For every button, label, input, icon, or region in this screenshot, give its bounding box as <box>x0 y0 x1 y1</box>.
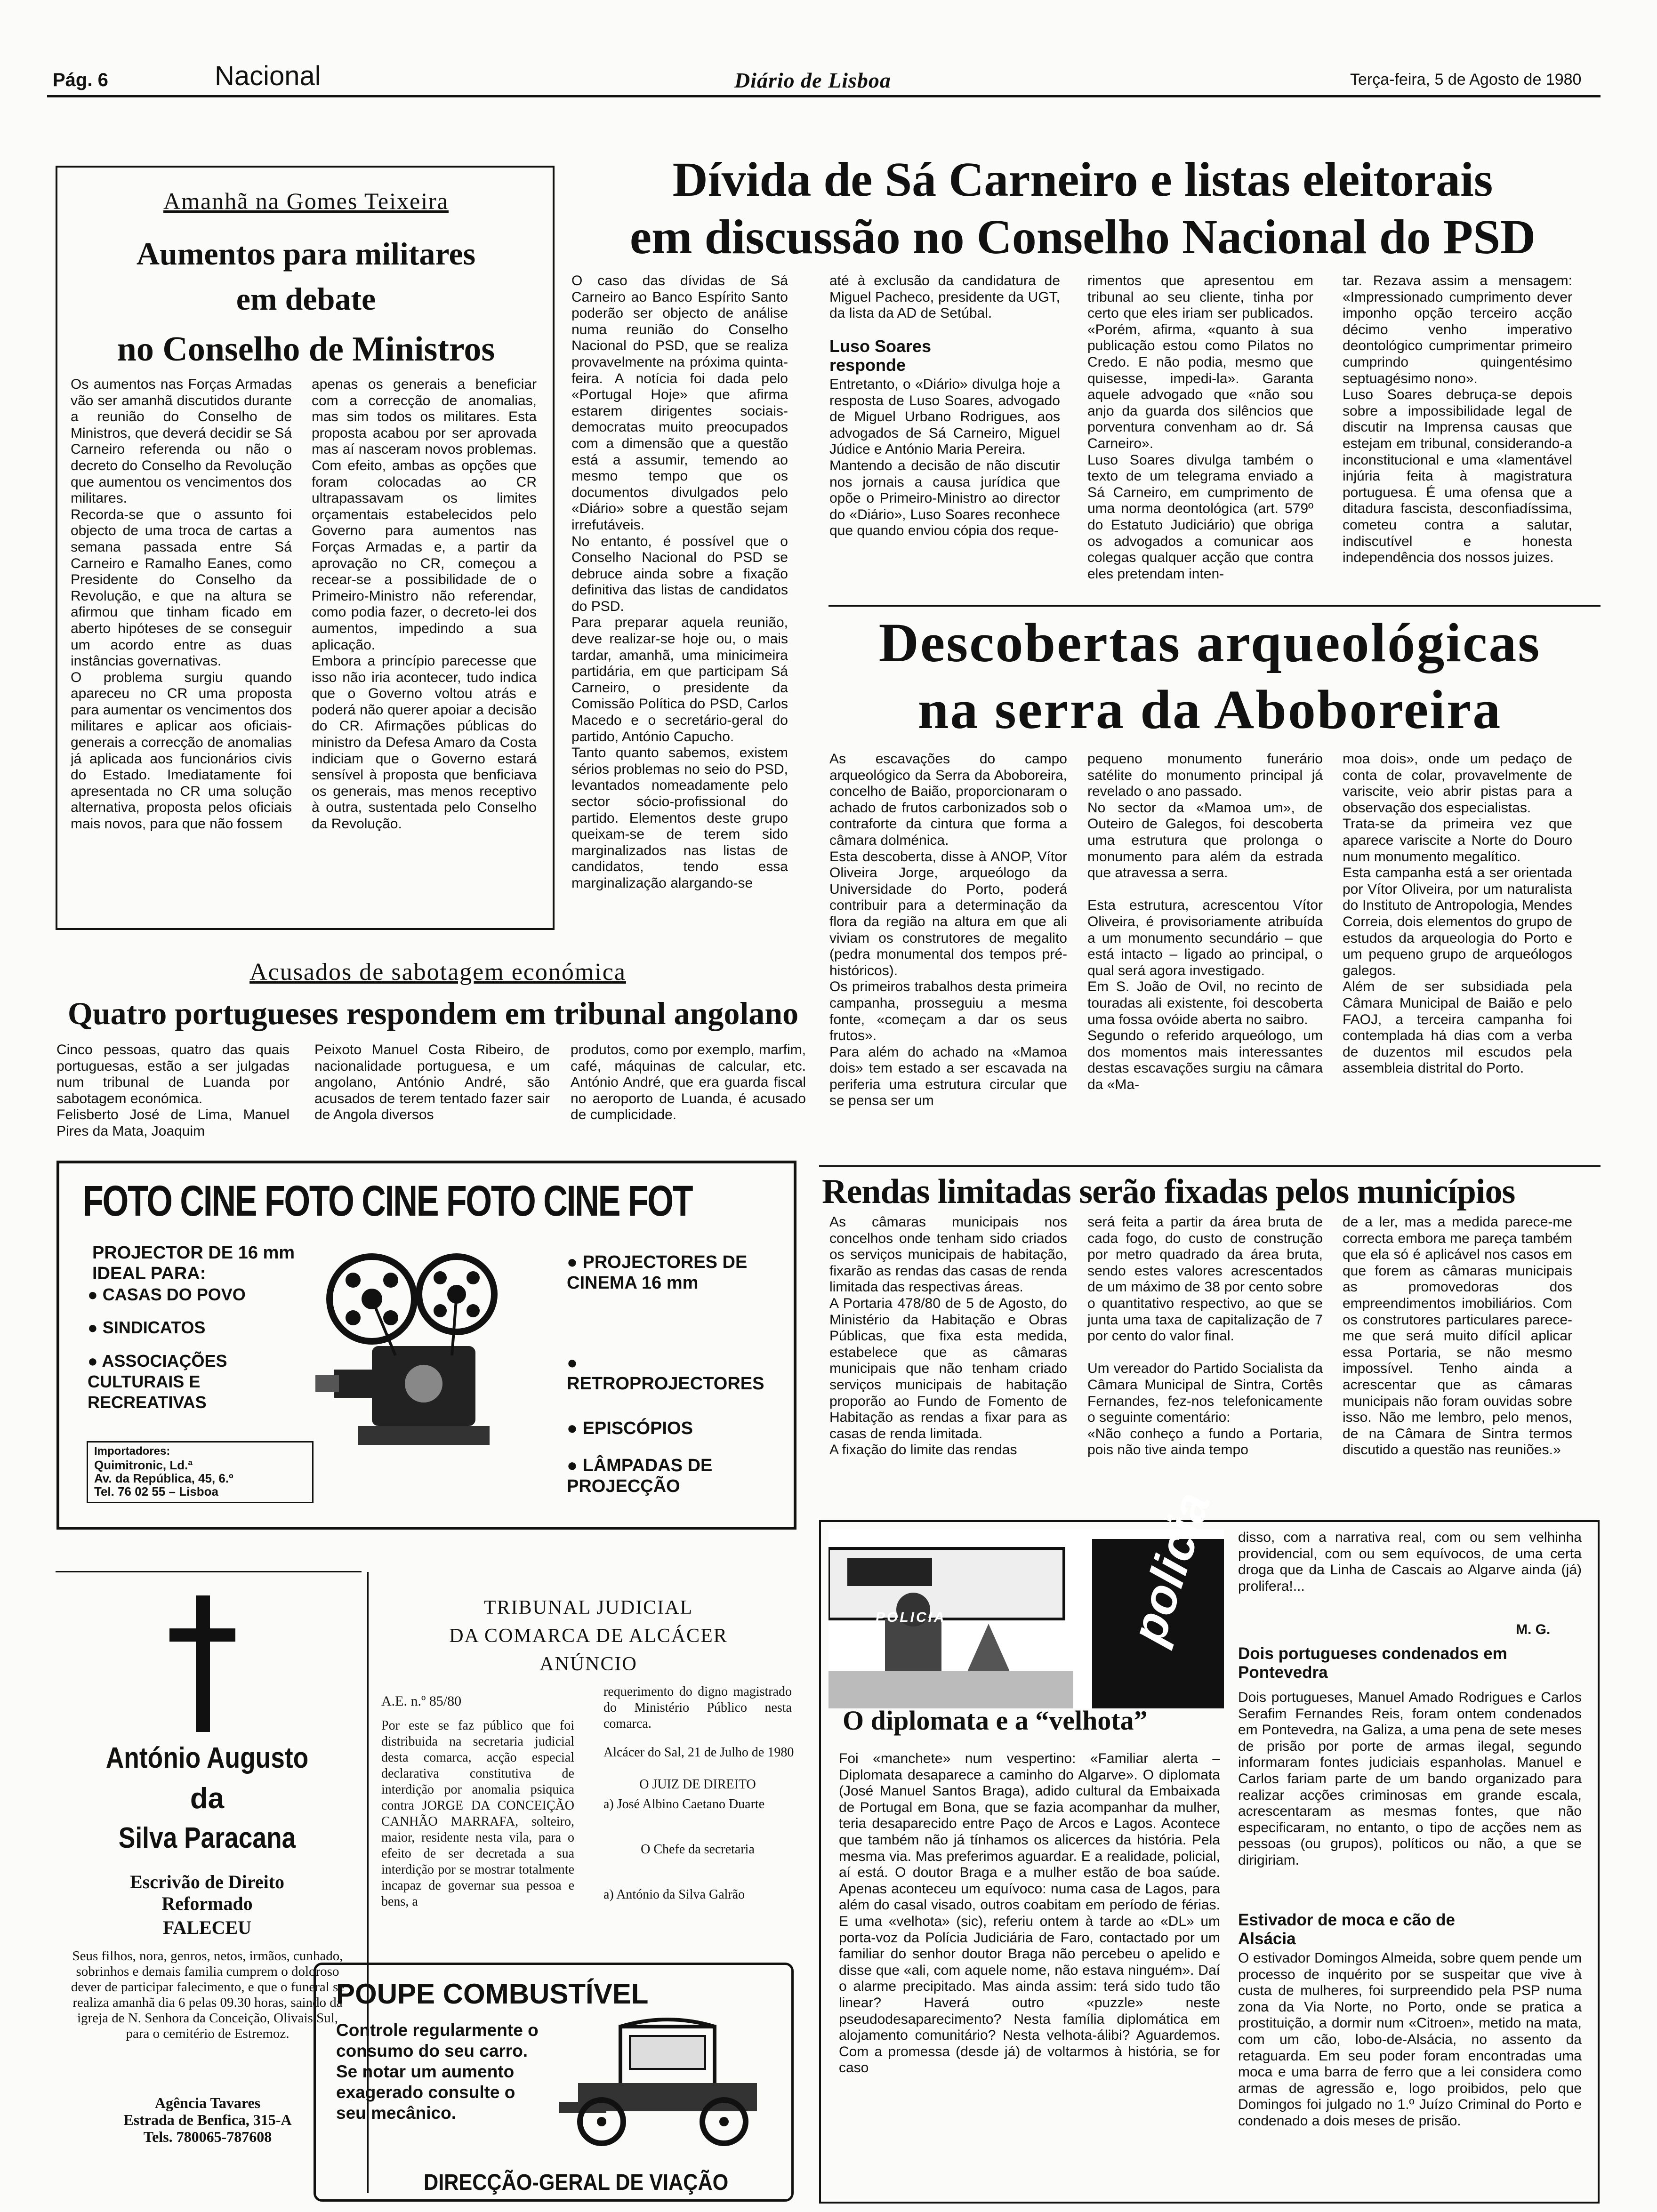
policia-stamp: policia <box>1120 1486 1221 1651</box>
tribunal-clerk: a) António da Silva Galrão <box>603 1887 745 1902</box>
foto-cine-right-item-4: ● LÂMPADAS DE PROJECÇÃO <box>567 1456 713 1496</box>
rendas-headline: Rendas limitadas serão fixadas pelos municípios <box>822 1172 1515 1211</box>
projector-illustration-icon <box>301 1242 565 1506</box>
sabotagem-body-col-2: Peixoto Manuel Costa Ribeiro, de nacionalidade portuguesa, e um angolano, António André, são acusados de terem tentado fazer sair de Angola diversos <box>314 1042 550 1123</box>
psd-body-col-2a: até à exclusão da candidatura de Miguel Pacheco, presidente da UGT, da lista da AD de Setúbal. <box>829 273 1060 321</box>
policia-subhead-3: Estivador de moca e cão de Alsácia <box>1238 1911 1456 1948</box>
psd-body-col-1: O caso das dívidas de Sá Carneiro ao Banco Espírito Santo poderão ser objecto de análise numa reunião do Conselho Nacional do PSD, que se realiza provavelmente na próxima quinta-feira. A notícia foi dada pelo «Portugal Hoje» que afirma estarem dirigentes sociais-democratas muito preocupados com a dimensão que a questão está a assumir, temendo ao mesmo tempo que os documentos divulgados pelo «Diário» sobre a questão sejam irrefutáveis. No entanto, é possível que o Conselho Nacional do PSD se debruce ainda sobre a fixação definitiva das listas de candidatos do PSD. Para preparar aquela reunião, deve realizar-se hoje ou, o mais tardar, amanhã, uma minicimeira partidária, em que participam Sá Carneiro, o presidente da Comissão Política do PSD, Carlos Macedo e o secretário-geral do partido, António Capucho. Tanto quanto sabemos, existem sérios problemas no seio do PSD, levantados nomeadamente pelo sector sócio-profissional do partido. Elementos deste grupo queixam-se de terem sido marginalizados nas listas de candidatos, tendo essa marginalização alargando-se <box>571 273 788 891</box>
obituary-role: Escrivão de Direito Reformado <box>129 1871 285 1914</box>
rendas-body-col-3: de a ler, mas a medida parece-me correcta embora me pareça também que ela só é aplicável nos casos em que forem as câmaras municipais as promovedoras dos empreendimentos imobiliários. Com os construtores particulares parece-me que será muito difícil aplicar essa Portaria, se não mesmo impossível. Tenho ainda a acrescentar que as câmaras municipais não foram ouvidas sobre isso. Não me lembro, pelo menos, de na Câmara de Sintra termos discutido a questão nas reuniões.» <box>1343 1214 1572 1458</box>
combustivel-footer: DIRECÇÃO-GERAL DE VIAÇÃO <box>424 2170 729 2195</box>
policia-subhead-2: Dois portugueses condenados em Pontevedra <box>1238 1644 1507 1682</box>
policia-story1-end: disso, com a narrativa real, com ou sem velhinha providencial, com ou sem equívocos, de uma certa droga que da Linha de Cascais ao Algarve ainda (já) prolifera!... <box>1238 1530 1582 1594</box>
rendas-body-col-2: será feita a partir da área bruta de cada fogo, do custo de construção por metro quadrado da área bruta, sendo estes valores acrescentados de um máximo de 38 por cento sobre o quantitativo respectivo, ao que se junta uma taxa de capitalização de 7 por cento do valor final. Um vereador do Partido Socialista da Câmara Municipal de Sintra, Cortês Fernandes, fez-nos telefonicamente o seguinte comentário: «Não conheço a fundo a Portaria, pois não tive ainda tempo <box>1087 1214 1323 1458</box>
obituary-name-2: da <box>190 1782 225 1815</box>
rendas-body-col-1: As câmaras municipais nos concelhos onde tenham sido criados os serviços municipais de habitação, fixarão as rendas das casas de renda limitada das respectivas áreas. A Portaria 478/80 de 5 de Agosto, do Ministério da Habitação e Obras Públicas, que fixa esta medida, estabelece que as câmaras municipais que não tenham criado serviços municipais de habitação proporão ao Fundo de Fomento de Habitação as rendas a fixar para as casas de renda limitada. A fixação do limite das rendas <box>829 1214 1067 1458</box>
policia-story1: Foi «manchete» num vespertino: «Familiar alerta – Diplomata desaparece a caminho do Algarve». O diplomata (José Manuel Santos Braga), adido cultural da Embaixada de Portugal em Bona, que se fazia acompanhar da mulher, teria desaparecido entre Paço de Arcos e Lagos. Acontece que também não já tínhamos os alicerces da história. Pela mesma via. Mas preferimos aguardar. E a realidade, policial, aí está. O doutor Braga e a mulher estão de boa saúde. Apenas aconteceu um equívoco: numa casa de Lagos, para além do casal visado, outros coabitam em período de férias. E uma «velhota» (sic), referiu ontem à tarde ao «DL» um porta-voz da Polícia Judiciária de Faro, contactado por um familiar do senhor doutor Braga não percebeu o apelido e disse que «ali, com aquele nome, não estava ninguém». Daí o alarme precipitado. Mas ainda assim: terá sido tudo tão linear? Haverá outro «puzzle» neste pseudodesaparecimento? Nesta família diplomática em alojamento comunitário? Nesta velhota-álibi? Aguardemos. Com a promessa (desde já) de voltarmos à história, se for caso <box>839 1751 1220 2076</box>
foto-cine-right-item-3: ● EPISCÓPIOS <box>567 1419 693 1438</box>
foto-cine-item-1: ● CASAS DO POVO <box>88 1285 246 1304</box>
militares-headline-2: em debate <box>236 281 376 317</box>
agency-phone: Tels. 780065-787608 <box>143 2128 272 2145</box>
tribunal-judge-title: O JUIZ DE DIREITO <box>639 1777 756 1792</box>
foto-cine-item-3: ● ASSOCIAÇÕES CULTURAIS E RECREATIVAS <box>88 1351 227 1412</box>
psd-headline-1: Dívida de Sá Carneiro e listas eleitorais <box>672 152 1493 207</box>
psd-body-col-3: rimentos que apresentou em tribunal ao seu cliente, tinha por certo que eles iriam ser publicados. «Porém, afirma, «quanto à sua publicação estou como Pilatos no Credo. E não podia, mesmo que quisesse, impedi-la». Garanta aquele advogado que «não sou anjo da guarda dos silêncios que porventura convenham ao dr. Sá Carneiro». Luso Soares divulga também o texto de um telegrama enviado a Sá Carneiro, em cumprimento de uma norma deontológica (art. 579º do Estatuto Judiciário) que obriga os advogados a comunicar aos colegas qualquer acção que contra eles pretendam inten- <box>1087 273 1313 582</box>
arqueo-headline-1: Descobertas arqueológicas <box>878 612 1541 673</box>
arqueo-body-col-3: moa dois», onde um pedaço de conta de colar, provavelmente de variscite, veio abrir pistas para a observação dos especialistas. Trata-se da primeira vez que aparece variscite a Norte do Douro num monumento megalítico. Esta campanha está a ser orientada por Vítor Oliveira, por um naturalista do Instituto de Antropologia, Mendes Correia, dois elementos do grupo de estudos da arqueologia do Porto e um pequeno grupo de arqueólogos galegos. Além de ser subsidiada pela Câmara Municipal de Baião e pelo FAOJ, a terceira campanha foi contemplada há dias com a verba de duzentos mil escudos pela assembleia distrital do Porto. <box>1343 751 1572 1076</box>
obituary-name-1: António Augusto <box>105 1742 309 1774</box>
sabotagem-kicker: Acusados de sabotagem económica <box>249 959 626 986</box>
vintage-car-icon <box>550 2012 776 2154</box>
foto-cine-item-2-label: SINDICATOS <box>102 1318 206 1337</box>
foto-cine-right-item-4-label: LÂMPADAS DE PROJECÇÃO <box>567 1456 713 1496</box>
psd-subhead: Luso Soares responde <box>829 337 932 375</box>
militares-headline-3: no Conselho de Ministros <box>117 330 495 369</box>
policia-story2: Dois portugueses, Manuel Amado Rodrigues e Carlos Serafim Fernandes Reis, foram ontem condenados em Pontevedra, na Galiza, a uma pena de sete meses de prisão por porte de armas ilegal, segundo informaram fontes judiciais espanholas. Manuel e Carlos fariam parte de um bando organizado para realizar acções criminosas em grande escala, acrescentaram as mesmas fontes, que não especificaram, no entanto, o tipo de acções nem as pessoas (ou grupos), políticos ou não, a que se dirigiriam. <box>1238 1690 1582 1868</box>
militares-headline-1: Aumentos para militares <box>136 236 476 272</box>
policia-signature: M. G. <box>1516 1622 1551 1637</box>
combustivel-body: Controle regularmente o consumo do seu carro. Se notar um aumento exagerado consulte o seu mecânico. <box>336 2020 539 2123</box>
foto-cine-right-item-1: ● PROJECTORES DE CINEMA 16 mm <box>567 1252 748 1293</box>
tribunal-date: Alcácer do Sal, 21 de Julho de 1980 <box>603 1745 794 1760</box>
militares-body-col-2: apenas os generais a beneficiar com a correcção de anomalias, mas sim todos os militares. Esta proposta acabou por ser aprovada mas aí nasceram novos problemas. Com efeito, ambas as opções que foram colocadas ao CR ultrapassavam os limites orçamentais estabelecidos pelo Governo para aumentos nas Forças Armadas e, a partir da aprovação no CR, começou a recear-se a possibilidade de o Primeiro-Ministro não referendar, como podia fazer, o decreto-lei dos aumentos, impedindo a sua aplicação. Embora a princípio parecesse que isso não iria acontecer, tudo indica que o Governo voltou atrás e poderá não querer apoiar a decisão do CR. Afirmações públicas do ministro da Defesa Amaro da Costa indiciam que o Governo estará sensível à proposta que benficiava os generais, mas menos receptivo à outra, sustentada pelo Conselho da Revolução. <box>312 377 537 832</box>
tribunal-title-1: TRIBUNAL JUDICIAL <box>483 1597 693 1619</box>
newspaper-name: Diário de Lisboa <box>734 68 891 92</box>
psd-headline-2: em discussão no Conselho Nacional do PSD <box>629 210 1536 264</box>
obituary-status: FALECEU <box>162 1917 252 1938</box>
arqueo-body-col-1: As escavações do campo arqueológico da Serra da Aboboreira, concelho de Baião, proporcionaram o achado de frutos carbonizados sob o contraforte da cintura que forma a câmara dolménica. Esta descoberta, disse à ANOP, Vítor Oliveira Jorge, arqueólogo da Universidade do Porto, poderá contribuir para a determinação da flora da região na altura em que ali viviam os construtores de megalito (pedra monumental dos tempos pré-históricos). Os primeiros trabalhos desta primeira campanha, prosseguiu a mesma fonte, «começam a dar os seus frutos». Para além do achado na «Mamoa dois» tem estado a ser escavada na periferia uma estrutura circular que se pensa ser um <box>829 751 1067 1109</box>
agency-address: Estrada de Benfica, 315-A <box>123 2111 292 2128</box>
foto-cine-left-head: PROJECTOR DE 16 mm IDEAL PARA: <box>92 1243 295 1283</box>
rendas-top-rule <box>819 1165 1601 1167</box>
obituary-name-3: Silva Paracana <box>118 1822 296 1854</box>
tribunal-clerk-title: O Chefe da secretaria <box>641 1842 755 1857</box>
masthead-rule <box>47 95 1601 97</box>
importers-label: Importadores: <box>94 1445 170 1458</box>
cross-icon <box>169 1595 235 1732</box>
tribunal-judge: a) José Albino Caetano Duarte <box>603 1797 765 1811</box>
issue-date: Terça-feira, 5 de Agosto de 1980 <box>1350 71 1582 88</box>
tribunal-title-2: DA COMARCA DE ALCÁCER <box>449 1625 728 1647</box>
policia-story3: O estivador Domingos Almeida, sobre quem pende um processo de inquérito por se suspeitar que vive à custa de mulheres, foi surpreendido pela PSP numa zona da Via Norte, no Porto, onde se pratica a prostituição, a dormir num «Citroen», metido na mata, com um cão, lobo-de-Alsácia, no assento da retaguarda. Em seu poder foram encontradas uma moca e uma barra de ferro que a lei considera como armas de agressão e, logo proibidos, pelo que Domingos foi julgado no 1.º Juízo Criminal do Porto e condenado a dois meses de prisão. <box>1238 1950 1582 2129</box>
foto-cine-item-2: ● SINDICATOS <box>88 1318 206 1337</box>
psd-body-col-4: tar. Rezava assim a mensagem: «Impressionado cumprimento dever imponho opção terceiro acção décimo venho imperativo deontológico cumprimentar primeiro cumprindo quingentésimo septuagésimo nono». Luso Soares debruça-se depois sobre a impossibilidade legal de discutir na Imprensa causas que estejam em tribunal, considerando-a inconstitucional e uma «lamentável injúria feita à magistratura portuguesa. É uma ofensa que a ditadura fascista, desconfiadíssima, cometeu contra a salutar, indiscutível e honesta independência dos nossos juizes. <box>1343 273 1572 566</box>
tribunal-title-3: ANÚNCIO <box>539 1653 637 1675</box>
agency-name: Agência Tavares <box>154 2094 261 2111</box>
sabotagem-body-col-3: produtos, como por exemplo, marfim, café, máquinas de calcular, etc. António André, que era guarda fiscal no aeroporto de Luanda, é acusado de cumplicidade. <box>571 1042 806 1123</box>
obituary-top-rule <box>56 1571 362 1572</box>
foto-cine-title: FOTO CINE FOTO CINE FOTO CINE FOT <box>83 1177 692 1225</box>
importers-address: Av. da República, 45, 6.º <box>94 1471 233 1485</box>
policia-headline: O diplomata e a “velhota” <box>843 1705 1148 1736</box>
tribunal-body-col-2: requerimento do digno magistrado do Ministério Público nesta comarca. <box>603 1684 792 1731</box>
militares-kicker: Amanhã na Gomes Teixeira <box>163 188 449 214</box>
foto-cine-right-item-2-label: RETROPROJECTORES <box>567 1374 764 1394</box>
importers-phone: Tel. 76 02 55 – Lisboa <box>94 1484 218 1499</box>
tribunal-ref: A.E. n.º 85/80 <box>381 1693 462 1709</box>
police-photo-label: POLICIA <box>876 1610 946 1625</box>
foto-cine-right-item-1-label: PROJECTORES DE CINEMA 16 mm <box>567 1252 748 1293</box>
combustivel-title: POUPE COMBUSTÍVEL <box>336 1978 649 2010</box>
arqueo-headline-2: na serra da Aboboreira <box>917 679 1502 740</box>
sabotagem-headline: Quatro portugueses respondem em tribunal angolano <box>67 995 799 1031</box>
psd-body-col-2b: Entretanto, o «Diário» divulga hoje a resposta de Luso Soares, advogado de Miguel Urbano Rodrigues, aos advogados de Sá Carneiro, Miguel Júdice e António Maria Pereira. Mantendo a decisão de não discutir nos jornais a causa jurídica que opõe o Primeiro-Ministro ao director do «Diário», Luso Soares reconhece que quando enviou cópia dos reque- <box>829 377 1060 539</box>
importers-name: Quimitronic, Ld.ª <box>94 1458 193 1472</box>
sabotagem-body-col-1: Cinco pessoas, quatro das quais portuguesas, estão a ser julgadas num tribunal de Luanda por sabotagem económica. Felisberto José de Lima, Manuel Pires da Mata, Joaquim <box>56 1042 290 1139</box>
foto-cine-item-1-label: CASAS DO POVO <box>102 1285 246 1304</box>
arqueo-body-col-2: pequeno monumento funerário satélite do monumento principal já revelado o ano passado. No sector da «Mamoa um», de Outeiro de Galegos, foi descoberta uma estrutura que prolonga o monumento para além da estrada que atravessa a serra. Esta estrutura, acrescentou Vítor Oliveira, é provisoriamente atribuída a um monumento secundário – que está intacto – ligado ao principal, o qual será agora investigado. Em S. João de Ovil, no recinto de touradas ali existente, foi descoberta uma fossa ovóide aberta no saibro. Segundo o referido arqueólogo, um dos momentos mais interessantes destas escavações surgiu na câmara da «Ma- <box>1087 751 1323 1092</box>
psd-bottom-rule <box>828 605 1601 607</box>
obituary-text: Seus filhos, nora, genros, netos, irmãos, cunhado, sobrinhos e demais familia cumprem o doloroso dever de participar falecimento, e que o funeral se realiza amanhã dia 6 pelas 09.30 horas, saindo da igreja de N. Senhora da Conceição, Olivais Sul, para o cemitério de Estremoz. <box>71 1948 345 2041</box>
militares-body-col-1: Os aumentos nas Forças Armadas vão ser amanhã discutidos durante a reunião do Conselho de Ministros, que deverá decidir se Sá Carneiro referenda ou não o decreto do Conselho da Revolução que aumentou os vencimentos dos militares. Recorda-se que o assunto foi objecto de uma troca de cartas a semana passada entre Sá Carneiro e Ramalho Eanes, como Presidente do Conselho da Revolução, e que na altura se afirmou que tinham ficado em aberto hipóteses de se conseguir um acordo entre as duas instâncias governativas. O problema surgiu quando apareceu no CR uma proposta para aumentar os vencimentos dos militares e aplicar aos oficiais-generais a correcção de anomalias já aplicada aos funcionários civis do Estado. Imediatamente foi apresentada no CR uma solução alternativa, proposta pelos oficiais mais novos, para que não fossem <box>71 377 292 832</box>
foto-cine-item-3-label: ASSOCIAÇÕES CULTURAIS E RECREATIVAS <box>88 1351 227 1412</box>
foto-cine-right-item-2: ● RETROPROJECTORES <box>567 1353 764 1394</box>
tribunal-body-col-1: Por este se faz público que foi distribuida na secretaria judicial desta comarca, acção especial declarativa constitutiva de interdição por anomalia psiquica contra JORGE DA CONCEIÇÃO CANHÃO MARRAFA, solteiro, maior, residente nesta vila, para o efeito de ser decretada a sua interdição por se mostrar totalmente incapaz de governar sua pessoa e bens, a <box>381 1718 574 1909</box>
page-number: Pág. 6 <box>53 70 108 90</box>
foto-cine-right-item-3-label: EPISCÓPIOS <box>582 1419 693 1438</box>
section-name: Nacional <box>215 61 321 91</box>
